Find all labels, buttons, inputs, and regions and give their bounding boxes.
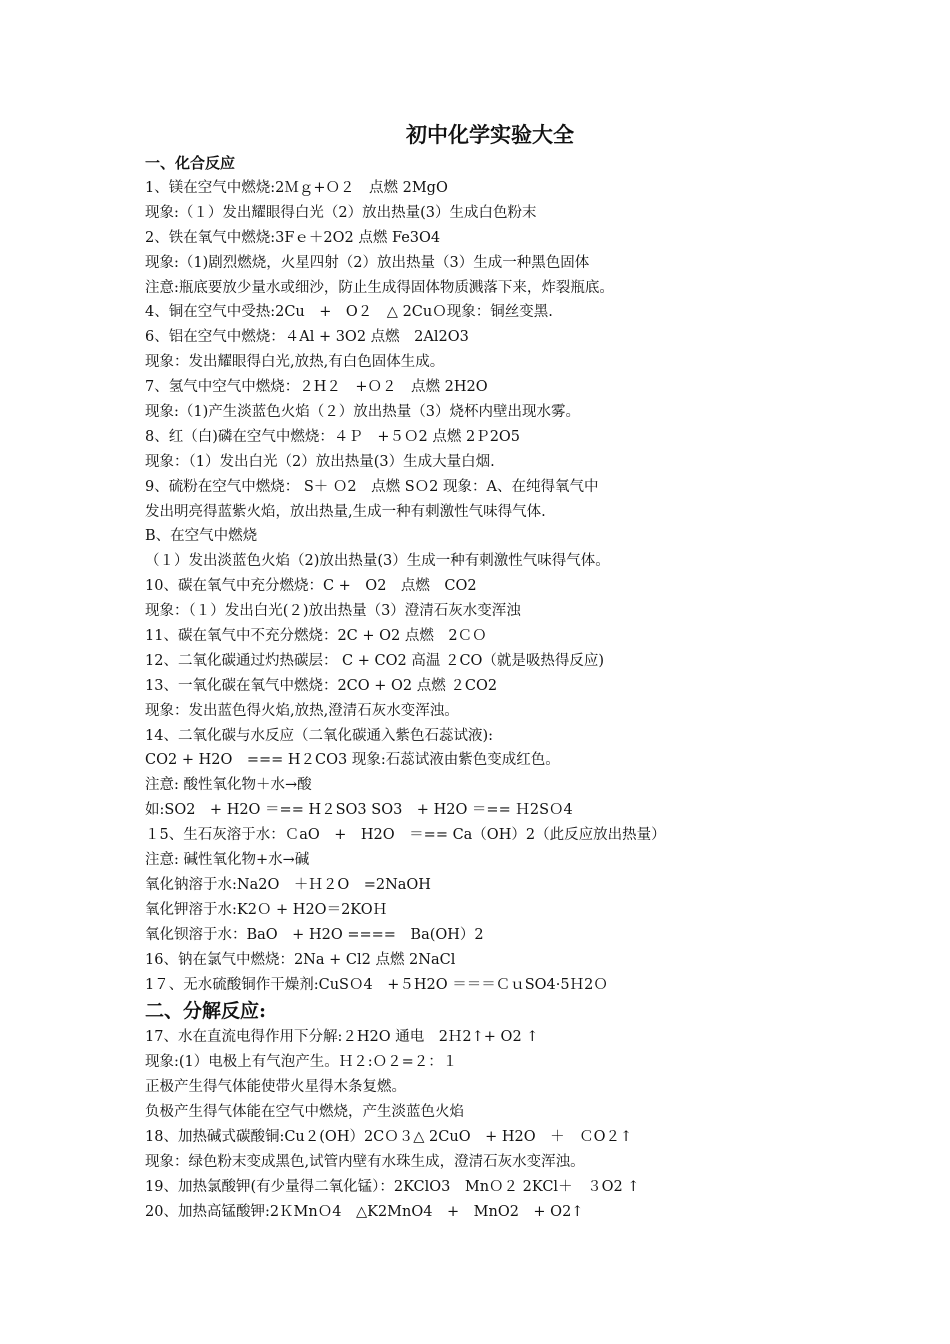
text-line: 1、镁在空气中燃烧:2Ｍｇ+Ｏ２ 点燃 2MgO xyxy=(145,180,448,196)
text-line: 如:SO2 + H2O ＝== H２SO3 SO3 + H2O ＝== Ｈ2SＯ4 xyxy=(145,802,573,819)
text-line: 现象:（1)剧烈燃烧，火星四射（2）放出热量（3）生成一种黑色固体 xyxy=(145,254,590,271)
text-line: 负极产生得气体能在空气中燃烧，产生淡蓝色火焰 xyxy=(145,1104,464,1121)
document-title: 初中化学实验大全 xyxy=(406,122,574,147)
text-line: 现象:(1）电极上有气泡产生。Ｈ２:Ｏ２=２：１ xyxy=(145,1054,458,1071)
text-line: 8、红（白)磷在空气中燃烧：４Ｐ +５Ｏ2 点燃 2Ｐ2O5 xyxy=(145,428,521,445)
section-combination-reactions xyxy=(145,176,865,997)
text-line: 注意: 酸性氧化物＋水→酸 xyxy=(145,777,312,794)
text-line: 7、氢气中空气中燃烧：２H２ +Ｏ２ 点燃 2H2O xyxy=(145,379,488,396)
text-line: 18、加热碱式碳酸铜:Cu２(OH）2CＯ３△ 2CuO + H2O ＋ ＣO２↑ xyxy=(145,1128,633,1145)
text-line: 现象：（１）发出白光(２)放出热量（3）澄清石灰水变浑浊 xyxy=(145,603,521,620)
text-line: 现象:（１）发出耀眼得白光（2）放出热量(3）生成白色粉末 xyxy=(145,204,537,221)
text-line: １5、生石灰溶于水：ＣaO + H2O ＝== Ca（OH）2（此反应放出热量） xyxy=(145,827,666,844)
text-line: （１）发出淡蓝色火焰（2)放出热量(3）生成一种有刺激性气味得气体。 xyxy=(145,553,610,570)
text-line: 氧化钾溶于水:K2Ｏ + H2O＝2KOＨ xyxy=(145,901,388,918)
section-heading-decomposition: 二、分解反应: xyxy=(145,1000,267,1023)
text-line: 注意: 碱性氧化物+水→碱 xyxy=(145,852,310,869)
document-page xyxy=(145,120,865,1225)
text-line: 11、碳在氧气中不充分燃烧：2C + O2 点燃 2ＣＯ xyxy=(145,628,487,645)
text-line: 现象:（1)产生淡蓝色火焰（２）放出热量（3）烧杯内壁出现水雾。 xyxy=(145,404,580,421)
text-line: 现象：发出耀眼得白光,放热,有白色固体生成。 xyxy=(145,354,445,371)
text-line: 19、加热氯酸钾(有少量得二氧化锰）：2KClO3 MnＯ２ 2KCl＋ ３O2 ↑ xyxy=(145,1178,640,1195)
text-line: 17、水在直流电得作用下分解:２H2O 通电 2Ｈ2↑+ O2 ↑ xyxy=(145,1029,539,1046)
section-decomposition-reactions xyxy=(145,1025,865,1224)
text-line: 注意:瓶底要放少量水或细沙，防止生成得固体物质溅落下来，炸裂瓶底。 xyxy=(145,279,614,296)
text-line: 现象：绿色粉末变成黑色,试管内壁有水珠生成，澄清石灰水变浑浊。 xyxy=(145,1153,585,1170)
text-line: 6、铝在空气中燃烧：４Al + 3O2 点燃 2Al2O3 xyxy=(145,329,469,346)
text-line: 氧化钡溶于水：BaO + H2O ==== Ba(OH）2 xyxy=(145,926,484,943)
text-line: 13、一氧化碳在氧气中燃烧：2CO + O2 点燃 ２CO2 xyxy=(145,677,498,694)
text-line: 2、铁在氧气中燃烧:3Fｅ＋2O2 点燃 Fe3O4 xyxy=(145,229,441,246)
text-line: 10、碳在氧气中充分燃烧：C + O2 点燃 CO2 xyxy=(145,578,477,595)
section-heading-combination: 一、化合反应 xyxy=(145,154,236,172)
text-line: 12、二氧化碳通过灼热碳层： C + CO2 高温 ２CO（就是吸热得反应) xyxy=(145,652,605,669)
text-line: 现象：发出蓝色得火焰,放热,澄清石灰水变浑浊。 xyxy=(145,702,459,719)
text-line: B、在空气中燃烧 xyxy=(145,528,258,545)
text-line: 16、钠在氯气中燃烧：2Na + Cl2 点燃 2NaCl xyxy=(145,951,456,968)
text-line: 9、硫粉在空气中燃烧： S＋ Ｏ2 点燃 SＯ2 现象：A、在纯得氧气中 xyxy=(145,478,599,495)
text-line: 发出明亮得蓝紫火焰，放出热量,生成一种有刺激性气味得气体. xyxy=(145,503,546,520)
text-line: 4、铜在空气中受热:2Cu + O２ △ 2CuＯ现象：铜丝变黑. xyxy=(145,304,553,321)
text-line: 氧化钠溶于水:Na2O ＋Ｈ２O =2NaOH xyxy=(145,876,431,893)
text-line: 正极产生得气体能使带火星得木条复燃。 xyxy=(145,1079,406,1096)
text-line: CO2 + H2O === H２CO3 现象:石蕊试液由紫色变成红色。 xyxy=(145,752,560,769)
text-line: 14、二氧化碳与水反应（二氧化碳通入紫色石蕊试液): xyxy=(145,727,493,744)
text-line: 20、加热高锰酸钾:2ＫMnＯ4 △K2MnO4 + MnO2 + O2↑ xyxy=(145,1203,584,1220)
text-line: 现象：（1）发出白光（2）放出热量(3）生成大量白烟. xyxy=(145,453,495,470)
text-line: 1７、无水硫酸铜作干燥剂:CuSＯ4 +５H2O ＝＝＝ＣｕSO4·5Ｈ2Ｏ xyxy=(145,976,608,993)
